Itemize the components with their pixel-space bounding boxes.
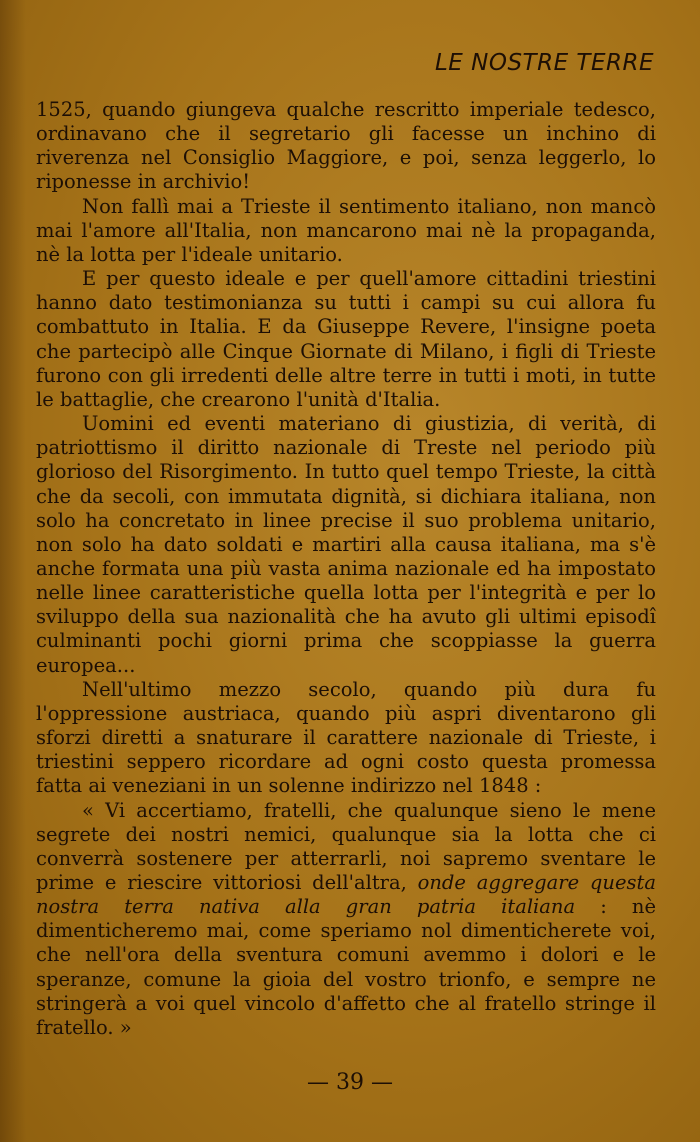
- page-gutter-shadow: [0, 0, 26, 1142]
- body-text: [36, 98, 656, 1040]
- paragraph-6-quote: [36, 799, 656, 1041]
- quote-text-end: : nè dimenticheremo mai, come speriamo nol dimenticherete voi, che nell'ora della sventura comuni avemmo i dolori e le speranze, comune la gioia del vostro trionfo, e sempre ne stringerà a voi quel vincolo d'affetto che al fratello stringe il fratello. »: [36, 895, 656, 1039]
- paragraph-5: Nell'ultimo mezzo secolo, quando più dura fu l'oppressione austriaca, quando più aspri diventarono gli sforzi diretti a snaturare il carattere nazionale di Trieste, i triestini seppero ricordare ad ogni costo questa promessa fatta ai veneziani in un solenne indirizzo nel 1848 :: [36, 677, 656, 798]
- quote-text-italic: onde aggregare questa nostra terra nativa alla gran patria italiana: [36, 871, 656, 919]
- paragraph-1: 1525, quando giungeva qualche rescritto imperiale tedesco, ordinavano che il segretario gli facesse un inchino di riverenza nel Consiglio Maggiore, e poi, senza leggerlo, lo riponesse in archivio!: [36, 98, 656, 194]
- running-header: LE NOSTRE TERRE: [434, 50, 654, 76]
- paragraph-4: Uomini ed eventi materiano di giustizia, di verità, di patriottismo il diritto nazionale di Treste nel periodo più glorioso del Risorgimento. In tutto quel tempo Trieste, la città che da secoli, con immutata dignità, si dichiara italiana, non solo ha concretato in linee precise il suo problema unitario, non solo ha dato soldati e martiri alla causa italiana, ma s'è anche formata una più vasta anima nazionale ed ha impostato nelle linee caratteristiche quella lotta per l'integrità e per lo sviluppo della sua nazionalità che ha avuto gli ultimi episodî culminanti pochi giorni prima che scoppiasse la guerra europea...: [36, 412, 656, 677]
- page-number: — 39 —: [307, 1070, 393, 1095]
- quote-text-start: « Vi accertiamo, fratelli, che qualunque sieno le mene segrete dei nostri nemici, qualunque sia la lotta che ci converrà sostenere per atterrarli, noi sapremo sventare le prime e riescire vittoriosi dell'altra,: [36, 798, 656, 894]
- paragraph-3: E per questo ideale e per quell'amore cittadini triestini hanno dato testimonianza su tutti i campi su cui allora fu combattuto in Italia. E da Giuseppe Revere, l'insigne poeta che partecipò alle Cinque Giornate di Milano, i figli di Trieste furono con gli irredenti delle altre terre in tutti i moti, in tutte le battaglie, che crearono l'unità d'Italia.: [36, 267, 656, 411]
- paragraph-2: Non fallì mai a Trieste il sentimento italiano, non mancò mai l'amore all'Italia, non mancarono mai nè la propaganda, nè la lotta per l'ideale unitario.: [36, 194, 656, 266]
